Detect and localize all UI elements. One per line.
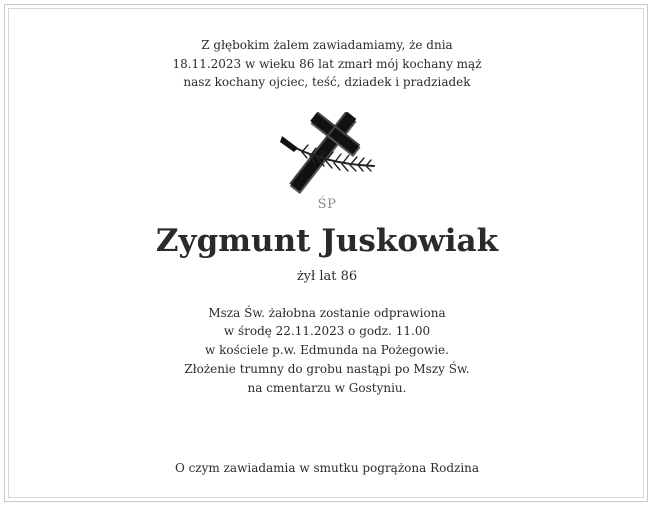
intro-line-2: 18.11.2023 w wieku 86 lat zmarł mój kochany mąż bbox=[172, 57, 482, 71]
intro-line-3: nasz kochany ojciec, teść, dziadek i pradziadek bbox=[183, 75, 471, 89]
ceremony-line-1: Msza Św. żałobna zostanie odprawiona bbox=[208, 306, 446, 320]
closing-line: O czym zawiadamia w smutku pogrążona Rodzina bbox=[174, 461, 480, 475]
cross-with-palm-branch-icon bbox=[272, 112, 384, 194]
ceremony-line-5: na cmentarzu w Gostyniu. bbox=[247, 381, 407, 395]
ceremony-line-3: w kościele p.w. Edmunda na Pożegowie. bbox=[205, 343, 449, 357]
ceremony-line-4: Złożenie trumny do grobu nastąpi po Mszy Św. bbox=[184, 362, 470, 376]
ceremony-line-2: w środę 22.11.2023 o godz. 11.00 bbox=[223, 324, 431, 338]
age-line: żył lat 86 bbox=[296, 269, 358, 284]
prefix-sp: ŚP bbox=[317, 197, 337, 212]
deceased-name: Zygmunt Juskowiak bbox=[155, 223, 499, 259]
intro-line-1: Z głębokim żalem zawiadamiamy, że dnia bbox=[201, 38, 453, 52]
